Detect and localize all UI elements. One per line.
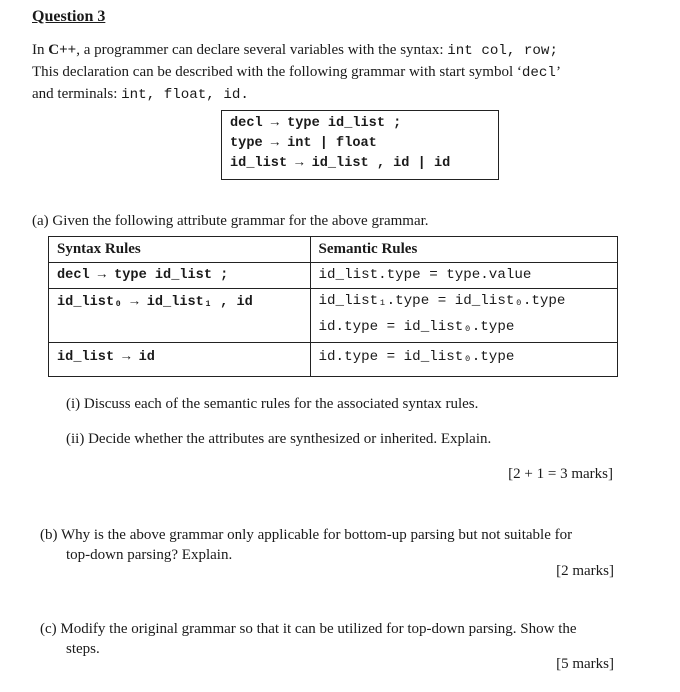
part-b-line-2: top-down parsing? Explain. [66,547,233,563]
grammar-box [221,110,499,180]
attribute-grammar-table [48,236,618,377]
intro-text: This declaration can be described with the following grammar with start symbol ‘ [32,64,522,80]
intro-text: In [32,42,49,58]
table-row [49,343,618,377]
syntax-cell: id_list → id [49,343,311,377]
part-c-line-1: (c) Modify the original grammar so that it can be utilized for top-down parsing. Show the [40,621,577,637]
syntax-cell: decl → type id_list ; [49,263,311,289]
part-a-marks: [2 + 1 = 3 marks] [508,466,613,482]
intro-text: , a programmer can declare several variables with the syntax: [76,42,448,58]
part-b-line-1: (b) Why is the above grammar only applicable for bottom-up parsing but not suitable for [40,527,573,543]
table-row [49,289,618,343]
start-symbol: decl [521,65,556,81]
part-c-line-2: steps. [66,641,100,657]
subquestion-i: (i) Discuss each of the semantic rules for the associated syntax rules. [66,396,479,412]
semantic-cell: id_list₁.type = id_list₀.type id.type = id_list₀.type [310,289,617,343]
grammar-rule: id_list → id_list , id | id [230,156,451,171]
grammar-rule: type → int | float [230,136,377,151]
intro-line-1 [32,42,558,59]
table-row [49,263,618,289]
part-c-marks: [5 marks] [556,656,614,672]
terminals: int, float, id. [121,87,249,103]
part-a-intro: (a) Given the following attribute grammar for the above grammar. [32,213,429,229]
language-name: C++ [48,42,77,58]
header-semantic-rules: Semantic Rules [310,237,617,263]
intro-text: ’ [555,64,561,80]
table-header-row [49,237,618,263]
code-snippet: int col, row; [447,43,558,59]
semantic-cell: id.type = id_list₀.type [310,343,617,377]
question-title: Question 3 [32,8,106,25]
grammar-rule: decl → type id_list ; [230,116,402,131]
header-syntax-rules: Syntax Rules [49,237,311,263]
semantic-cell: id_list.type = type.value [310,263,617,289]
syntax-cell: id_list₀ → id_list₁ , id [49,289,311,343]
intro-text: and terminals: [32,86,122,102]
part-b-marks: [2 marks] [556,563,614,579]
intro-line-3 [32,86,249,103]
subquestion-ii: (ii) Decide whether the attributes are synthesized or inherited. Explain. [66,431,492,447]
intro-line-2 [32,64,561,81]
